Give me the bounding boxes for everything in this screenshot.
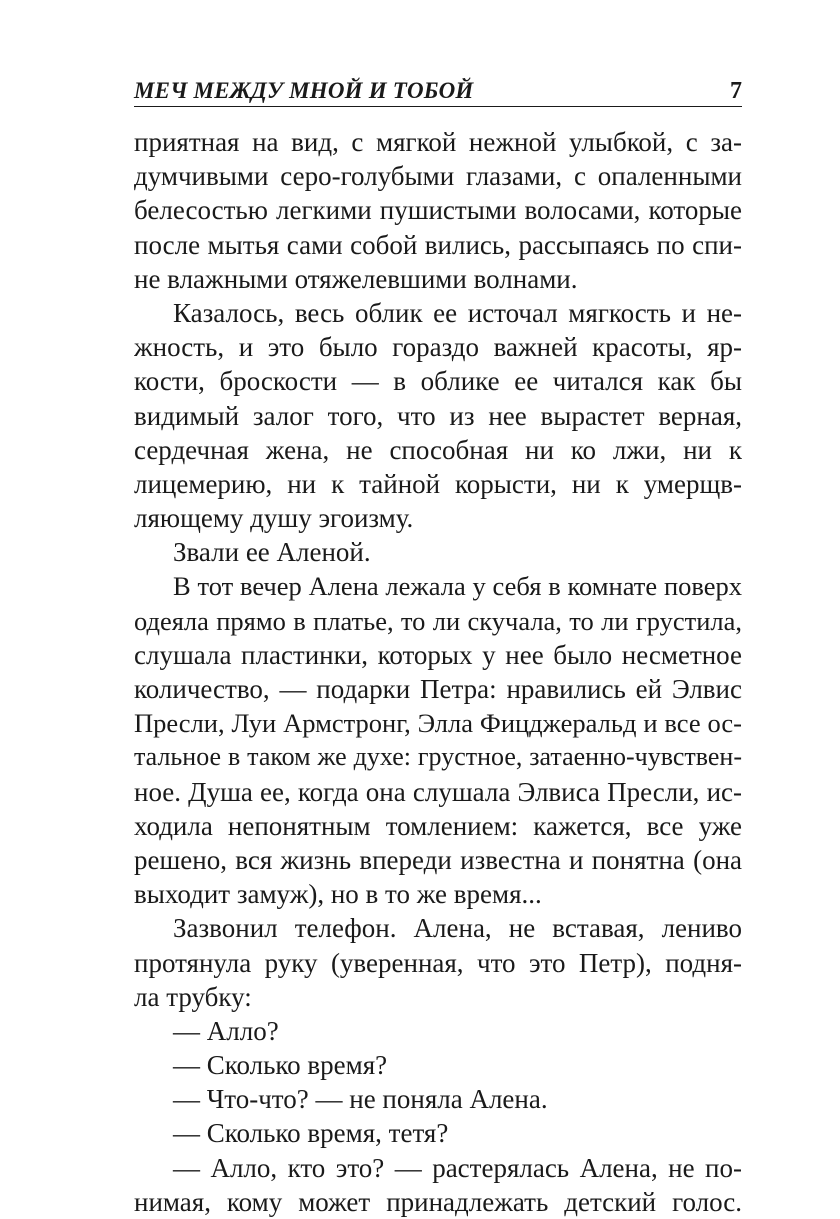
text-line: — Сколько время? (173, 1050, 388, 1081)
text-line: думчивыми серо-голубыми глазами, с опаленными (134, 161, 742, 192)
text-line: видимый залог того, что из нее вырастет верная, (134, 400, 742, 431)
text-line: тальное в таком же духе: грустное, затаенно-чувствен- (134, 742, 742, 772)
text-line: В тот вечер Алена лежала у себя в комнате поверх (173, 571, 742, 602)
text-line: ла трубку: (134, 981, 252, 1012)
text-line: приятная на вид, с мягкой нежной улыбкой, с за- (134, 127, 742, 157)
text-line: белесостью легкими пушистыми волосами, которые (134, 195, 742, 226)
text-line: после мытья сами собой вились, рассыпаясь по спи- (134, 229, 742, 260)
text-line: сердечная жена, не способная ни ко лжи, ни к (134, 434, 742, 465)
text-line: лицемерию, ни к тайной корысти, ни к умерщв- (134, 468, 742, 499)
text-line: Зазвонил телефон. Алена, не вставая, лениво (173, 913, 742, 944)
text-line: — Что-что? — не поняла Алена. (173, 1084, 548, 1115)
text-line: выходит замуж), но в то же время... (134, 879, 542, 910)
text-line: решено, вся жизнь впереди известна и понятна (она (134, 844, 742, 875)
page-number: 7 (730, 78, 742, 104)
text-line: слушала пластинки, которых у нее было несметное (134, 639, 742, 670)
text-line: — Алло, кто это? — растерялась Алена, не по- (173, 1152, 742, 1183)
text-line: — Сколько время, тетя? (173, 1118, 449, 1149)
text-line: ное. Душа ее, когда она слушала Элвиса Пресли, ис- (134, 776, 742, 807)
body-text (134, 125, 742, 1219)
text-line: жность, и это было гораздо важней красоты, яр- (134, 332, 742, 363)
text-line: Пресли, Луи Армстронг, Элла Фицджеральд и все ос- (134, 708, 742, 739)
text-line: Казалось, весь облик ее источал мягкость и не- (173, 297, 742, 328)
text-line: количество, — подарки Петра: нравились ей Элвис (134, 674, 742, 704)
text-line: — Алло? (173, 1015, 279, 1046)
text-line: не влажными отяжелевшими волнами. (134, 263, 578, 294)
text-line: протянула руку (уверенная, что это Петр), подня- (134, 947, 742, 978)
text-line: кости, броскости — в облике ее читался как бы (134, 366, 742, 397)
text-line: нимая, кому может принадлежать детский голос. (134, 1186, 742, 1217)
running-header (134, 76, 742, 107)
text-line: ходила непонятным томлением: кажется, все уже (134, 810, 742, 841)
text-line: ляющему душу эгоизму. (134, 503, 414, 534)
text-line: одеяла прямо в платье, то ли скучала, то ли грустила, (134, 605, 742, 636)
text-line: Звали ее Аленой. (173, 537, 371, 568)
running-title: МЕЧ МЕЖДУ МНОЙ И ТОБОЙ (134, 78, 474, 103)
